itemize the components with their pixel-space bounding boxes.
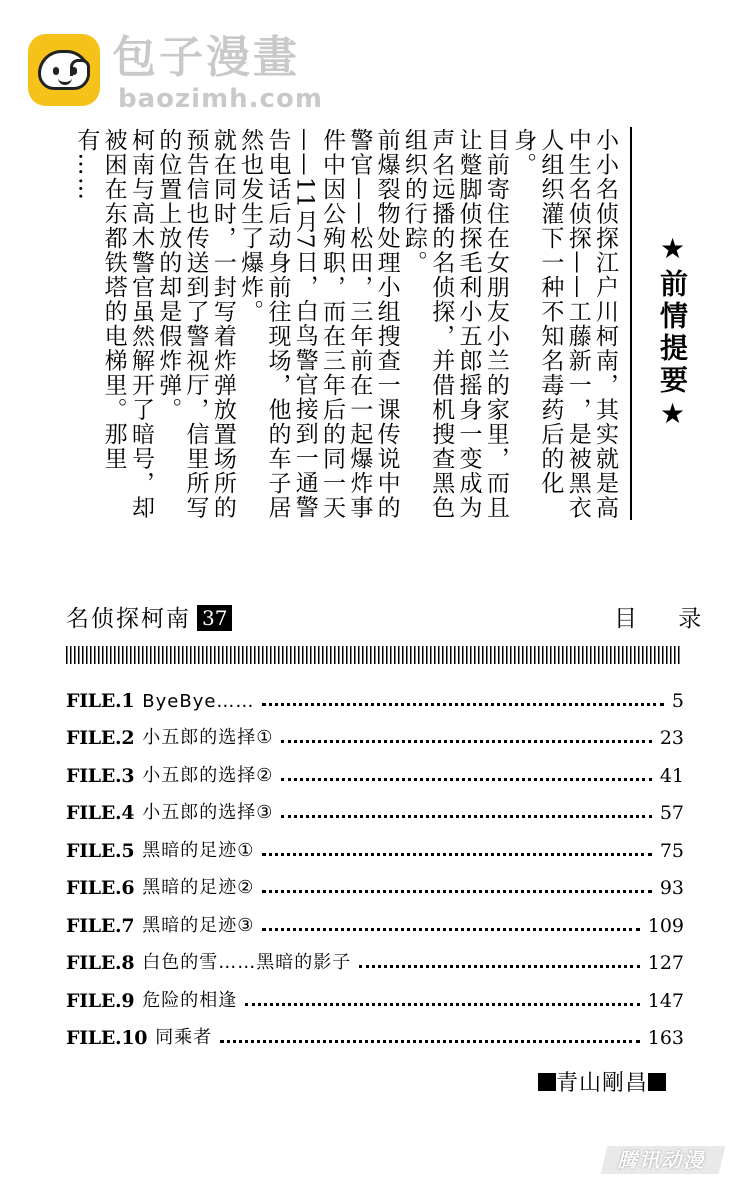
- volume-badge: 37: [197, 605, 232, 631]
- toc-file-number: FILE.9: [66, 989, 135, 1012]
- summary-paragraph: 就在同时，一封写着炸弹放置场所的预告信也传送到了警视厅，信里所写的位置上放的却是假炸弹。: [155, 128, 236, 520]
- toc-file-number: FILE.1: [66, 689, 135, 712]
- toc-entry-title: 黑暗的足迹②: [142, 877, 255, 898]
- toc-page-number: 75: [659, 839, 684, 862]
- toc-page-number: 109: [647, 914, 684, 937]
- toc-file-number: FILE.6: [66, 877, 135, 899]
- summary-divider: [630, 127, 632, 520]
- toc-entry[interactable]: [66, 824, 684, 862]
- toc-file-number: FILE.2: [66, 727, 135, 749]
- toc-leader-dots: [262, 890, 651, 893]
- toc-entry[interactable]: [66, 899, 684, 937]
- toc-list: [66, 674, 684, 1049]
- toc-title: 目 录: [614, 606, 712, 632]
- toc-entry-title: 小五郎的选择②: [142, 764, 274, 786]
- toc-file-number: FILE.8: [66, 952, 135, 974]
- corner-watermark: 腾讯动漫: [601, 1146, 726, 1174]
- square-bullet-icon: [648, 1073, 666, 1091]
- toc-page-number: 93: [659, 877, 684, 899]
- summary-paragraph: 目前寄住在女朋友小兰的家里，而且让蹩脚侦探毛利小五郎摇身一变成为声名远播的名侦探，并借机搜查黑色组织的行踪。: [400, 128, 509, 520]
- toc-entry[interactable]: [66, 749, 684, 787]
- toc-file-number: FILE.10: [66, 1027, 148, 1049]
- toc-entry[interactable]: [66, 787, 684, 825]
- watermark-brand: 包子漫畫: [112, 32, 300, 83]
- toc-page-number: 5: [671, 689, 684, 712]
- series-title: [66, 604, 232, 634]
- bun-face-icon: [38, 50, 90, 90]
- toc-page-number: 127: [647, 952, 684, 974]
- toc-entry[interactable]: [66, 674, 684, 712]
- summary-heading: ★前情提要★: [656, 232, 689, 434]
- baozi-logo-icon: [28, 34, 100, 106]
- toc-file-number: FILE.7: [66, 914, 135, 937]
- toc-leader-dots: [262, 703, 663, 706]
- toc-entry-title: 小五郎的选择③: [142, 802, 274, 823]
- toc-leader-dots: [262, 928, 639, 931]
- toc-entry[interactable]: [66, 862, 684, 900]
- summary-paragraph: 前爆裂物处理小组搜查一课传说中的警官——松田，三年前在一起爆炸事件中因公殉职，而在三年后的同一天——11月7日，白鸟警官接到一通警告电话后动身前往现场，他的车子居然也发生了爆炸。: [237, 128, 400, 520]
- toc-file-number: FILE.3: [66, 764, 135, 787]
- toc-entry[interactable]: [66, 1012, 684, 1050]
- toc-entry[interactable]: [66, 937, 684, 975]
- toc-entry-title: 黑暗的足迹①: [142, 839, 255, 861]
- toc-entry-title: 白色的雪……黑暗的影子: [142, 952, 352, 973]
- toc-page-number: 147: [647, 989, 684, 1012]
- toc-leader-dots: [281, 778, 651, 781]
- toc-page-number: 41: [659, 764, 684, 787]
- watermark-url: baozimh.com: [118, 84, 323, 114]
- toc-leader-dots: [262, 853, 651, 856]
- toc-leader-dots: [220, 1040, 640, 1043]
- toc-entry-title: 小五郎的选择①: [142, 727, 274, 748]
- toc-entry-title: 黑暗的足迹③: [142, 914, 255, 936]
- toc-leader-dots: [245, 1003, 639, 1006]
- toc-entry-title: ByeBye……: [142, 690, 255, 712]
- toc-page-number: 57: [659, 802, 684, 824]
- toc-page-number: 23: [659, 727, 684, 749]
- toc-page-number: 163: [647, 1027, 684, 1049]
- series-name: 名侦探柯南: [66, 606, 191, 632]
- barcode-divider: [66, 646, 680, 664]
- summary-paragraph: 小小名侦探江户川柯南，其实就是高中生名侦探——工藤新一，是被黑衣人组织灌下一种不知名毒药后的化身。: [510, 128, 618, 520]
- toc-entry[interactable]: [66, 974, 684, 1012]
- author-credit: [538, 1066, 666, 1097]
- summary-paragraph: 柯南与高木警官虽然解开了暗号，却被困在东都铁塔的电梯里。那里有……: [73, 128, 154, 520]
- toc-leader-dots: [281, 740, 651, 743]
- toc-file-number: FILE.4: [66, 802, 135, 824]
- toc-entry-title: 同乘者: [155, 1027, 213, 1048]
- toc-entry-title: 危险的相逢: [142, 989, 238, 1011]
- author-name: 青山剛昌: [556, 1071, 649, 1096]
- summary-text: [58, 128, 618, 528]
- toc-entry[interactable]: [66, 712, 684, 750]
- toc-leader-dots: [281, 815, 651, 818]
- toc-leader-dots: [359, 965, 639, 968]
- square-bullet-icon: [538, 1073, 556, 1091]
- toc-file-number: FILE.5: [66, 839, 135, 862]
